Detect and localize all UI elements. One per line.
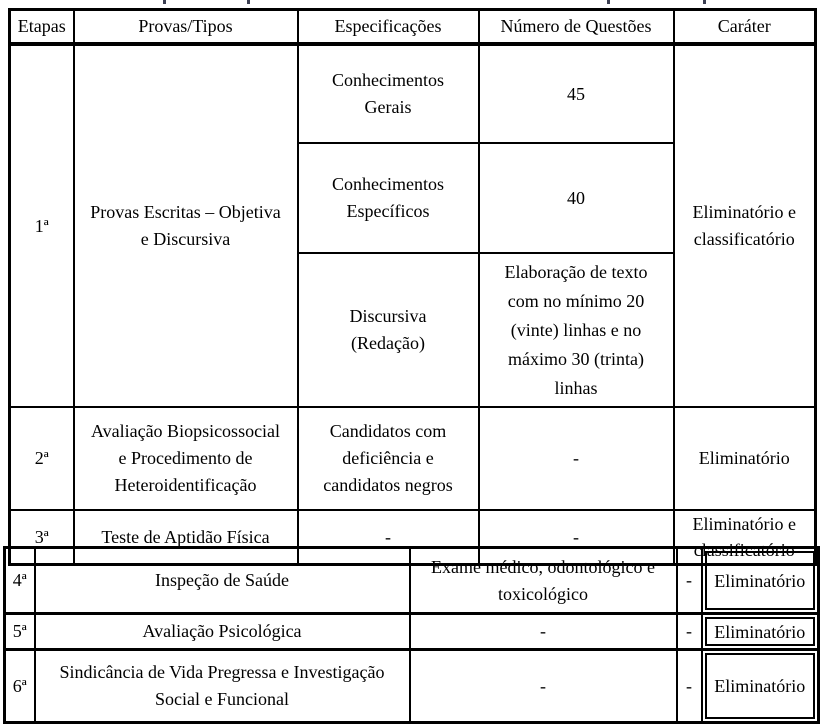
stage4-carater: Eliminatório bbox=[705, 551, 816, 610]
stage5-carater: Eliminatório bbox=[705, 617, 816, 646]
stage1-carater: Eliminatório e classificatório bbox=[674, 44, 816, 407]
stage3-especificacao: - bbox=[298, 510, 479, 565]
stage4-carater-cell bbox=[702, 548, 819, 614]
stage4-especificacao: Exame médico, odontológico e toxicológico bbox=[410, 548, 677, 614]
stage1-etapa: 1ª bbox=[10, 44, 74, 407]
stage6-questoes: - bbox=[677, 650, 702, 723]
stage3-questoes: - bbox=[479, 510, 674, 565]
stage4-questoes: - bbox=[677, 548, 702, 614]
table-row bbox=[10, 44, 816, 143]
stage6-especificacao: - bbox=[410, 650, 677, 723]
stage6-etapa: 6ª bbox=[5, 650, 35, 723]
exam-stages-table-lower bbox=[3, 546, 820, 724]
stage6-carater: Eliminatório bbox=[705, 653, 816, 719]
clipped-text-artifact bbox=[247, 0, 250, 4]
stage1-prova: Provas Escritas – Objetiva e Discursiva bbox=[74, 44, 298, 407]
stage6-prova: Sindicância de Vida Pregressa e Investigação Social e Funcional bbox=[35, 650, 410, 723]
stage3-carater: Eliminatório e classificatório bbox=[674, 510, 816, 565]
table-row bbox=[10, 407, 816, 510]
stage6-carater-cell bbox=[702, 650, 819, 723]
stage4-prova: Inspeção de Saúde bbox=[35, 548, 410, 614]
header-provas-tipos: Provas/Tipos bbox=[74, 10, 298, 45]
header-carater: Caráter bbox=[674, 10, 816, 45]
header-etapas: Etapas bbox=[10, 10, 74, 45]
stage1-espec-especificos: Conhecimentos Específicos bbox=[298, 143, 479, 253]
stage5-carater-cell bbox=[702, 614, 819, 650]
stage5-especificacao: - bbox=[410, 614, 677, 650]
table-row bbox=[5, 614, 819, 650]
stage2-etapa: 2ª bbox=[10, 407, 74, 510]
stage1-espec-discursiva: Discursiva (Redação) bbox=[298, 253, 479, 407]
clipped-text-artifact bbox=[607, 0, 610, 4]
stage2-carater: Eliminatório bbox=[674, 407, 816, 510]
header-numero-questoes: Número de Questões bbox=[479, 10, 674, 45]
stage1-questoes-discursiva: Elaboração de texto com no mínimo 20 (vinte) linhas e no máximo 30 (trinta) linhas bbox=[479, 253, 674, 407]
clipped-text-artifact bbox=[703, 0, 706, 4]
stage2-especificacao: Candidatos com deficiência e candidatos negros bbox=[298, 407, 479, 510]
stage4-etapa: 4ª bbox=[5, 548, 35, 614]
stage5-questoes: - bbox=[677, 614, 702, 650]
clipped-text-artifact bbox=[163, 0, 166, 4]
stage2-prova: Avaliação Biopsicossocial e Procedimento de Heteroidentificação bbox=[74, 407, 298, 510]
table-row bbox=[5, 650, 819, 723]
header-especificacoes: Especificações bbox=[298, 10, 479, 45]
stage1-espec-gerais: Conhecimentos Gerais bbox=[298, 44, 479, 143]
stage3-etapa: 3ª bbox=[10, 510, 74, 565]
stage5-etapa: 5ª bbox=[5, 614, 35, 650]
stage3-prova: Teste de Aptidão Física bbox=[74, 510, 298, 565]
exam-stages-table-upper bbox=[8, 8, 817, 566]
header-row bbox=[10, 10, 816, 45]
stage5-prova: Avaliação Psicológica bbox=[35, 614, 410, 650]
table-row bbox=[5, 548, 819, 614]
stage1-questoes-gerais: 45 bbox=[479, 44, 674, 143]
stage1-questoes-especificos: 40 bbox=[479, 143, 674, 253]
stage2-questoes: - bbox=[479, 407, 674, 510]
